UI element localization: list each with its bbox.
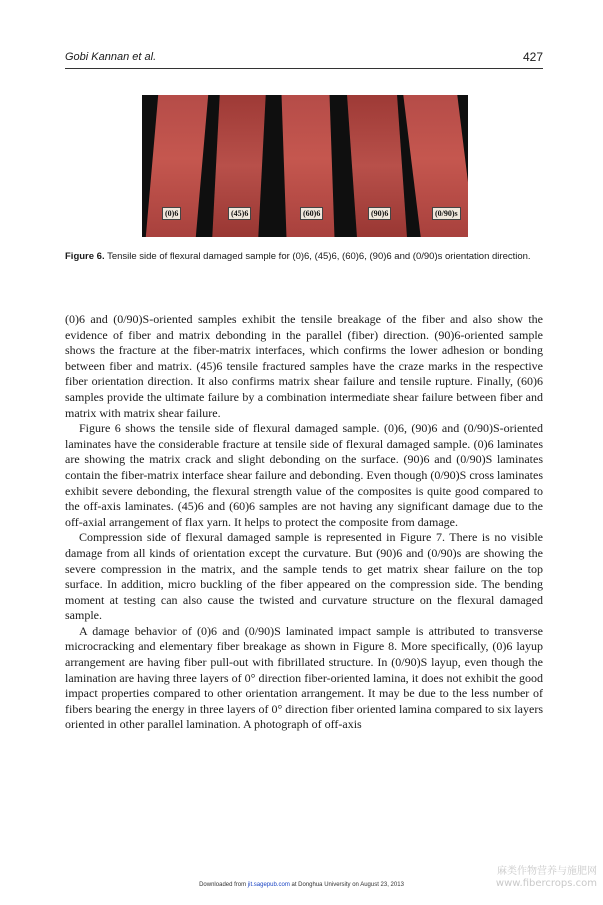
watermark-line1: 麻类作物营养与施肥网: [497, 866, 597, 877]
sample-label: (90)6: [368, 207, 391, 220]
paragraph: Figure 6 shows the tensile side of flexural damaged sample. (0)6, (90)6 and (0/90)S-oriented laminates have the considerable fracture at tensile side of flexural damaged sample. (0)6 laminates are showing the matrix crack and slight debonding on the surface. (90)6 and (0/90)S laminates contain the fiber-matrix interface shear failure and debonding. Even though (0/90)S cross laminates exhibit severe debonding, the flexural strength value of the composites is quite good compared to the off-axis laminates. (45)6 and (60)6 samples are not having any significant damage due to the off-axial arrangement of flax yarn. It helps to protect the composite from damage.: [65, 421, 543, 529]
watermark: [496, 866, 597, 890]
paragraph: (0)6 and (0/90)S-oriented samples exhibit the tensile breakage of the fiber and also show the evidence of fiber and matrix debonding in the parallel (fiber) direction. (90)6-oriented sample shows the fracture at the fiber-matrix interfaces, which confirms the lower adhesion or bonding between fiber and matrix. (45)6 tensile fractured samples have the craze marks in the respective fiber orientation direction. It also confirms matrix shear failure and tensile rupture. Finally, (60)6 samples provide the ultimate failure by a combination intermediate shear failure between fiber and matrix with matrix shear failure.: [65, 312, 543, 420]
sample-label: (45)6: [228, 207, 251, 220]
paragraph: A damage behavior of (0)6 and (0/90)S laminated impact sample is attributed to transverse microcracking and elementary fiber breakage as shown in Figure 8. More specifically, (0)6 layup arrangement are having fiber pull-out with fibrillated structure. In (0/90)S layup, even though the lamination are having three layers of 0° direction fiber-oriented lamina, it does not exhibit the good impact properties compared to other orientation arrangement. It may be due to the less number of fibers bearing the energy in three layers of 0° direction fiber oriented lamina compared to six layers oriented in other parallel lamination. A photograph of off-axis: [65, 623, 543, 732]
figure-caption-label: Figure 6.: [65, 251, 105, 262]
footer-link[interactable]: jit.sagepub.com: [247, 882, 290, 888]
running-author: Gobi Kannan et al.: [65, 51, 157, 63]
page-number: 427: [522, 50, 543, 64]
figure-caption: [65, 250, 543, 264]
footer-prefix: Downloaded from: [199, 882, 248, 888]
sample-label: (0/90)s: [432, 207, 461, 220]
running-header: [65, 50, 543, 69]
body-text: [65, 312, 543, 733]
paragraph: Compression side of flexural damaged sample is represented in Figure 7. There is no visible damage from all kinds of orientation except the curvature. But (90)6 and (0/90)s are showing the severe compression in the matrix, and the sample tends to get matrix shear failure on the top surface. In addition, micro buckling of the fiber appeared on the compression side. The bending moment at testing can also cause the twisted and curvature structure on the flexural damaged sample.: [65, 530, 543, 623]
sample-label: (0)6: [162, 207, 181, 220]
sample-label: (60)6: [300, 207, 323, 220]
watermark-line2: www.fibercrops.com: [495, 878, 597, 889]
footer-suffix: at Donghua University on August 23, 2013: [289, 882, 404, 888]
figure-caption-text: Tensile side of flexural damaged sample for (0)6, (45)6, (60)6, (90)6 and (0/90)s orientation direction.: [107, 251, 531, 262]
figure-photo: [142, 95, 468, 237]
